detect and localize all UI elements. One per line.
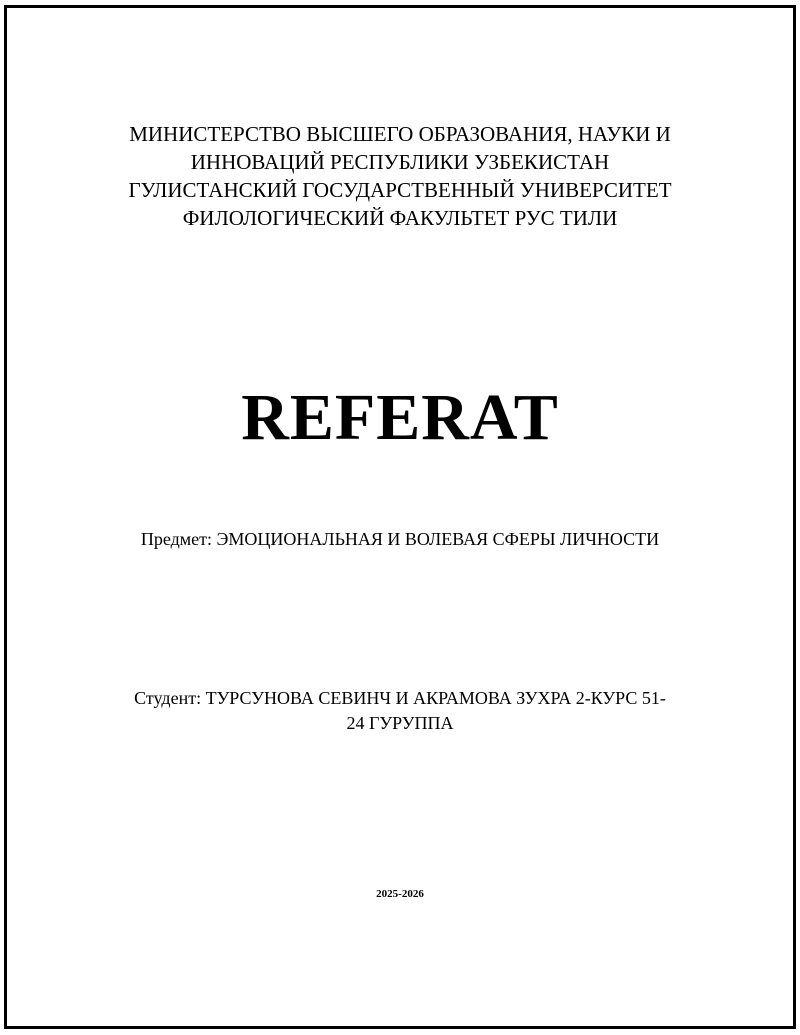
subject-line: Предмет: ЭМОЦИОНАЛЬНАЯ И ВОЛЕВАЯ СФЕРЫ ЛИЧНОСТИ	[140, 529, 660, 549]
student-info	[0, 686, 800, 736]
institution-header	[0, 120, 800, 232]
academic-year: 2025-2026	[376, 888, 424, 900]
header-line-ministry: МИНИСТЕРСТВО ВЫСШЕГО ОБРАЗОВАНИЯ, НАУКИ И	[129, 122, 671, 146]
document-title: REFERAT	[241, 381, 559, 454]
student-line-group: 24 ГУРУППА	[346, 713, 454, 733]
student-line-names: Студент: ТУРСУНОВА СЕВИНЧ И АКРАМОВА ЗУХРА 2-КУРС 51-	[134, 688, 666, 708]
header-line-university: ГУЛИСТАНСКИЙ ГОСУДАРСТВЕННЫЙ УНИВЕРСИТЕТ	[128, 178, 672, 202]
header-line-ministry-cont: ИННОВАЦИЙ РЕСПУБЛИКИ УЗБЕКИСТАН	[190, 150, 610, 174]
header-line-faculty: ФИЛОЛОГИЧЕСКИЙ ФАКУЛЬТЕТ РУС ТИЛИ	[182, 206, 618, 230]
